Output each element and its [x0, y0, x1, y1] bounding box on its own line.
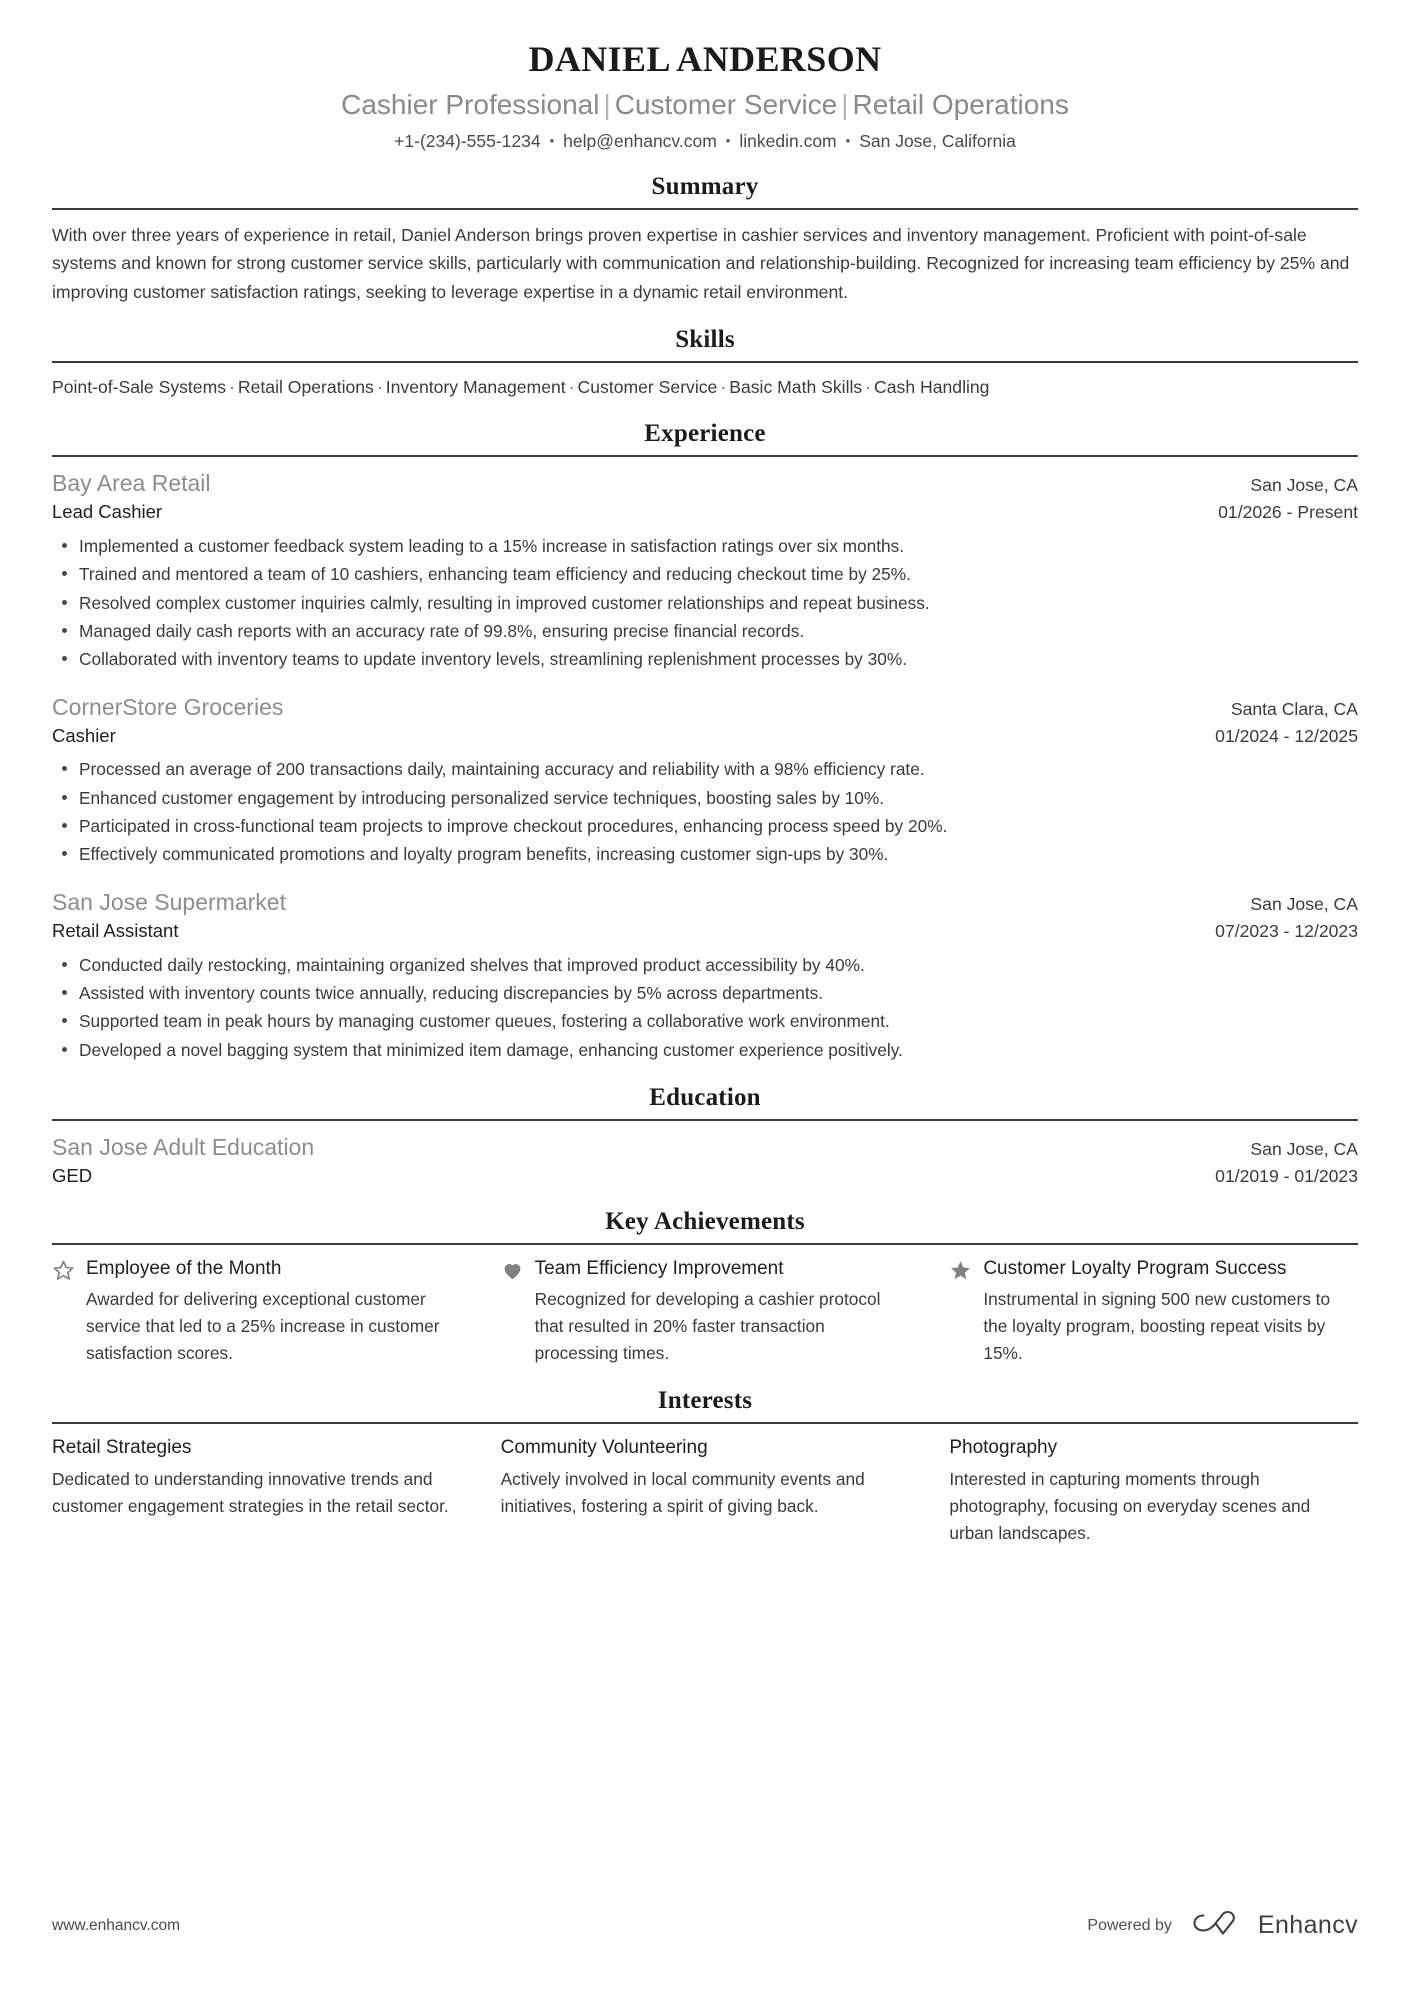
section-heading-interests: Interests [657, 1387, 753, 1415]
section-heading-summary: Summary [651, 173, 759, 201]
section-heading-experience: Experience [644, 420, 766, 448]
achievement-description: Awarded for delivering exceptional customer service that led to a 25% increase in customer satisfaction scores. [86, 1289, 440, 1364]
bullet-item: Processed an average of 200 transactions daily, maintaining accuracy and reliability with a 98% efficiency rate. [52, 755, 1358, 783]
entry-header-row [52, 1132, 1358, 1163]
entry-bullet-list [52, 532, 1358, 674]
achievement-header [949, 1256, 1358, 1282]
entry-subheader-row [52, 1163, 1358, 1189]
star-outline-icon [52, 1259, 75, 1282]
contact-separator-icon: • [549, 133, 555, 149]
contact-line [52, 130, 1358, 153]
interests-grid [52, 1435, 1358, 1548]
headline-part: Customer Service [614, 88, 838, 120]
section-interests [52, 1387, 1358, 1547]
interest-item [501, 1435, 910, 1548]
entry-role-title: Cashier [52, 724, 116, 746]
entry-organization: Bay Area Retail [52, 470, 211, 497]
entry-date-range: 01/2019 - 01/2023 [1215, 1165, 1358, 1186]
achievement-item [52, 1256, 461, 1367]
skill-separator-icon: · [229, 377, 235, 398]
email-address[interactable]: help@enhancv.com [563, 131, 717, 152]
achievement-item [501, 1256, 910, 1367]
skill-item: Retail Operations [237, 377, 374, 398]
interest-description: Actively involved in local community events and initiatives, fostering a spirit of giving back. [500, 1469, 865, 1517]
section-education [52, 1084, 1358, 1188]
enhancv-mark-icon [1189, 1908, 1247, 1943]
entry-header-row [52, 887, 1358, 918]
powered-by-label: Powered by [1087, 1916, 1172, 1934]
section-summary [52, 173, 1358, 306]
skill-item: Customer Service [577, 377, 718, 398]
interest-title: Community Volunteering [500, 1436, 708, 1458]
experience-entry [52, 1132, 1358, 1189]
star-filled-icon [949, 1259, 972, 1282]
entry-organization: San Jose Supermarket [52, 888, 286, 915]
section-skills [52, 326, 1358, 400]
resume-header [52, 38, 1358, 153]
achievement-title: Team Efficiency Improvement [534, 1258, 784, 1280]
location: San Jose, California [859, 131, 1016, 152]
achievement-description: Recognized for developing a cashier protocol that resulted in 20% faster transaction processing times. [534, 1289, 881, 1364]
bullet-item: Conducted daily restocking, maintaining organized shelves that improved product accessibility by 40%. [52, 951, 1358, 979]
achievement-title: Customer Loyalty Program Success [983, 1258, 1287, 1280]
headline-separator: | [603, 88, 611, 120]
page-title: DANIEL ANDERSON [528, 39, 882, 79]
entry-date-range: 01/2026 - Present [1218, 502, 1358, 522]
education-entries [52, 1121, 1358, 1189]
footer-website-link[interactable]: www.enhancv.com [52, 1916, 181, 1934]
contact-separator-icon: • [845, 133, 851, 149]
entry-subheader-row [52, 499, 1358, 525]
entry-location: San Jose, CA [1250, 1138, 1358, 1159]
entry-location: Santa Clara, CA [1230, 698, 1358, 719]
section-key-achievements [52, 1208, 1358, 1367]
page-footer [52, 1908, 1358, 1943]
entry-date-range: 01/2024 - 12/2025 [1215, 725, 1358, 746]
achievements-grid [52, 1256, 1358, 1367]
skill-item: Point-of-Sale Systems [52, 377, 227, 398]
contact-separator-icon: • [725, 133, 731, 149]
interest-item [52, 1435, 461, 1548]
achievement-item [949, 1256, 1358, 1367]
bullet-item: Managed daily cash reports with an accuracy rate of 99.8%, ensuring precise financial records. [52, 617, 1358, 645]
section-heading-education: Education [649, 1083, 761, 1111]
bullet-item: Collaborated with inventory teams to update inventory levels, streamlining replenishment processes by 30%. [52, 645, 1358, 673]
section-experience [52, 420, 1358, 1064]
entry-date-range: 07/2023 - 12/2023 [1215, 920, 1358, 941]
entry-bullet-list [52, 755, 1358, 868]
entry-location: San Jose, CA [1250, 475, 1358, 496]
bullet-item: Participated in cross-functional team projects to improve checkout procedures, enhancing process speed by 20%. [52, 812, 1358, 840]
entry-header-row [52, 468, 1358, 499]
interest-item [949, 1435, 1358, 1548]
bullet-item: Resolved complex customer inquiries calmly, resulting in improved customer relationships and repeat business. [52, 589, 1358, 617]
headline-part: Cashier Professional [341, 88, 600, 120]
bullet-item: Implemented a customer feedback system leading to a 15% increase in satisfaction ratings over six months. [52, 532, 1358, 560]
skill-item: Inventory Management [385, 377, 566, 398]
achievement-header [52, 1256, 461, 1282]
headline-part: Retail Operations [852, 88, 1069, 120]
entry-bullet-list [52, 951, 1358, 1064]
enhancv-logo [1189, 1908, 1358, 1943]
section-heading-skills: Skills [675, 326, 735, 354]
bullet-item: Enhanced customer engagement by introducing personalized service techniques, boosting sales by 10%. [52, 784, 1358, 812]
skill-separator-icon: · [376, 377, 383, 398]
interest-description: Interested in capturing moments through photography, focusing on everyday scenes and urban landscapes. [949, 1469, 1311, 1544]
bullet-item: Effectively communicated promotions and loyalty program benefits, increasing customer sign-ups by 30%. [52, 840, 1358, 868]
experience-entry [52, 887, 1358, 1064]
interest-description: Dedicated to understanding innovative trends and customer engagement strategies in the retail sector. [52, 1469, 449, 1517]
experience-entries [52, 457, 1358, 1064]
skill-item: Cash Handling [874, 377, 990, 398]
achievement-description: Instrumental in signing 500 new customers to the loyalty program, boosting repeat visits by 15%. [983, 1289, 1331, 1364]
skills-list [52, 374, 1358, 400]
bullet-item: Developed a novel bagging system that minimized item damage, enhancing customer experience positively. [52, 1036, 1358, 1064]
heart-filled-icon [501, 1259, 524, 1282]
summary-text: With over three years of experience in retail, Daniel Anderson brings proven expertise in cashier services and inventory management. Proficient with point-of-sale systems and known for strong customer service skills, particularly with communication and relationship-building. Recognized for increasing team efficiency by 25% and improving customer satisfaction ratings, seeking to leverage expertise in a dynamic retail environment. [52, 224, 1350, 302]
skill-separator-icon: · [568, 377, 575, 398]
entry-role-title: Retail Assistant [52, 919, 179, 941]
phone-number: +1-(234)-555-1234 [394, 131, 541, 152]
section-heading-key-achievements: Key Achievements [605, 1208, 805, 1236]
linkedin-link[interactable]: linkedin.com [739, 131, 837, 152]
achievement-header [501, 1256, 910, 1282]
bullet-item: Assisted with inventory counts twice annually, reducing discrepancies by 5% across departments. [52, 979, 1358, 1007]
skill-separator-icon: · [865, 377, 872, 398]
achievement-title: Employee of the Month [86, 1258, 282, 1280]
experience-entry [52, 692, 1358, 869]
entry-subheader-row [52, 723, 1358, 749]
entry-organization: CornerStore Groceries [52, 693, 284, 720]
entry-organization: San Jose Adult Education [52, 1133, 315, 1160]
headline-separator: | [841, 88, 849, 120]
bullet-item: Trained and mentored a team of 10 cashiers, enhancing team efficiency and reducing checkout time by 25%. [52, 560, 1358, 588]
entry-role-title: GED [52, 1164, 93, 1186]
skill-separator-icon: · [720, 377, 727, 398]
entry-subheader-row [52, 918, 1358, 944]
enhancv-wordmark: Enhancv [1257, 1911, 1358, 1939]
bullet-item: Supported team in peak hours by managing customer queues, fostering a collaborative work environment. [52, 1007, 1358, 1035]
interest-title: Photography [949, 1436, 1058, 1458]
skill-item: Basic Math Skills [729, 377, 863, 398]
interest-title: Retail Strategies [52, 1436, 192, 1458]
entry-role-title: Lead Cashier [52, 501, 163, 522]
professional-headline [52, 87, 1358, 123]
experience-entry [52, 468, 1358, 674]
entry-location: San Jose, CA [1250, 893, 1358, 914]
entry-header-row [52, 692, 1358, 723]
